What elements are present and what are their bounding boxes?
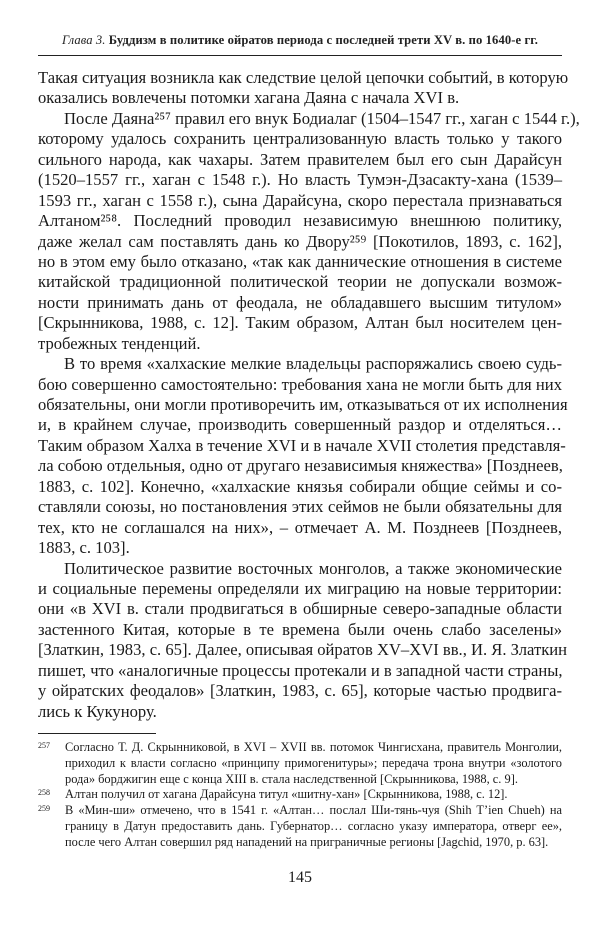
text-line: и, в крайнем случае, производить совершенный раздор и отделяться… [38, 415, 562, 435]
text-line: лись к Кукунору. [38, 701, 157, 721]
text-line: которому удалось сохранить централизованную власть только у такого [38, 129, 562, 149]
text-line: После Даяна²⁵⁷ правил его внук Бодиалаг (1504–1547 гг., хаган с 1544 г.), [64, 108, 580, 128]
footnote-number: 257 [38, 741, 50, 750]
text-line: Такая ситуация возникла как следствие целой цепочки событий, в которую [38, 68, 569, 87]
text-line: они «в XVI в. стали продвигаться в обширные северо-западные области [38, 599, 562, 619]
text-line: Таким образом Халха в течение XVI и в начале XVII столетия представля- [38, 435, 566, 455]
footnote-line: границу в Датун предоставить дань. Губернатор… согласно указу императора, отверг ее», [65, 818, 562, 833]
page-number: 145 [288, 869, 312, 886]
footnote [38, 787, 562, 803]
footnote-rule [38, 733, 156, 734]
text-line: сильного народа, как чахары. Затем правителем был его сын Дарайсун [38, 149, 562, 169]
text-line: оказались вовлечены потомки хагана Даяна с начала XVI в. [38, 88, 460, 108]
text-line: 1883, с. 103]. [38, 538, 130, 558]
text-line: Политическое развитие восточных монголов, а также экономические [64, 558, 562, 578]
text-line: пишет, что «аналогичные процессы протекали и в западной части страны, [38, 660, 563, 680]
text-line: но в этом ему было отказано, «так как даннические отношения в системе [38, 251, 562, 271]
text-line: китайской традиционной политической теории не допускали возмож- [38, 272, 562, 292]
text-line: ности принимать дань от феодала, не обладавшего высшим титулом» [38, 292, 562, 312]
text-line: 1593 гг., хаган с 1558 г.), сына Дарайсуна, скоро перестала признаваться [38, 190, 562, 210]
text-line: и социальные перемены определяли их миграцию на новые территории: [38, 578, 562, 598]
footnote-line: В «Мин-ши» отмечено, что в 1541 г. «Алтан… послал Ши-тянь-чуя (Shih T’ien Chueh) на [65, 803, 562, 818]
text-line: застенного Китая, которые в те времена были очень слабо заселены» [38, 619, 562, 639]
footnote-line: рода» борджигин еще с конца XIII в. стала наследственной [Скрынникова, 1988, с. 9]. [65, 771, 518, 786]
footnote [38, 803, 562, 850]
text-line: Алтаном²⁵⁸. Последний проводил независимую внешнюю политику, [38, 211, 562, 231]
text-line: даже желал сам поставлять дань ко Двору²⁵⁹ [Покотилов, 1893, с. 162], [38, 231, 562, 251]
footnote-line: приходил к власти согласно «принципу примогенитуры»; передача трона внутри «золотого [65, 755, 562, 770]
body-text [38, 68, 580, 722]
footnote-number: 258 [38, 788, 50, 798]
footnote-line: после чего Алтан совершил ряд нападений на приграничные регионы [Jagchid, 1970, p. 63]. [65, 834, 549, 849]
footnote-line: Алтан получил от хагана Дарайсуна титул «шитну-хан» [Скрынникова, 1988, с. 12]. [65, 787, 508, 802]
text-line: ставляли союзы, но постановления этих сеймов не были обязательны для [38, 497, 562, 517]
text-line: 1883, с. 102]. Конечно, «халхаские князья собирали общие сеймы и со- [38, 476, 562, 496]
text-line: ла собою отдельныя, одно от другаго независимыя княжества» [Позднеев, [38, 456, 563, 476]
paragraph [38, 108, 580, 354]
text-line: [Златкин, 1983, с. 65]. Далее, описывая ойратов XV–XVI вв., И. Я. Златкин [38, 640, 568, 660]
text-line: обязательны, они могли противоречить им, отказываться от их исполнения [38, 395, 568, 414]
text-line: [Скрынникова, 1988, с. 12]. Таким образом, Алтан был носителем цен- [38, 313, 562, 333]
header-rule [38, 55, 562, 56]
chapter-label: Глава 3. [62, 33, 106, 47]
footnote-number: 259 [38, 804, 50, 814]
footnote-line: Согласно Т. Д. Скрынниковой, в XVI – XVII вв. потомок Чингисхана, правитель Монголии, [65, 740, 562, 754]
text-line: тробежных тенденций. [38, 333, 201, 353]
footnote [38, 740, 562, 787]
footnotes [38, 740, 562, 851]
text-line: бою совершенно самостоятельно: требования хана не могли быть для них [38, 374, 562, 394]
text-line: тех, кто не соглашался на них», – отмечает А. М. Позднеев [Позднеев, [38, 517, 562, 537]
running-header [38, 33, 562, 48]
text-line: (1520–1557 гг., хаган с 1548 г.). Но власть Тумэн-Дзасакту-хана (1539– [38, 170, 562, 190]
paragraph [38, 354, 568, 558]
text-line: В то время «халхаские мелкие владельцы распоряжались своею судь- [64, 354, 562, 374]
text-line: у ойратских феодалов» [Златкин, 1983, с. 65], которые частью продвига- [38, 681, 562, 701]
paragraph [38, 68, 569, 109]
chapter-title: Буддизм в политике ойратов периода с последней трети XV в. по 1640-е гг. [108, 33, 538, 47]
paragraph [38, 558, 568, 723]
